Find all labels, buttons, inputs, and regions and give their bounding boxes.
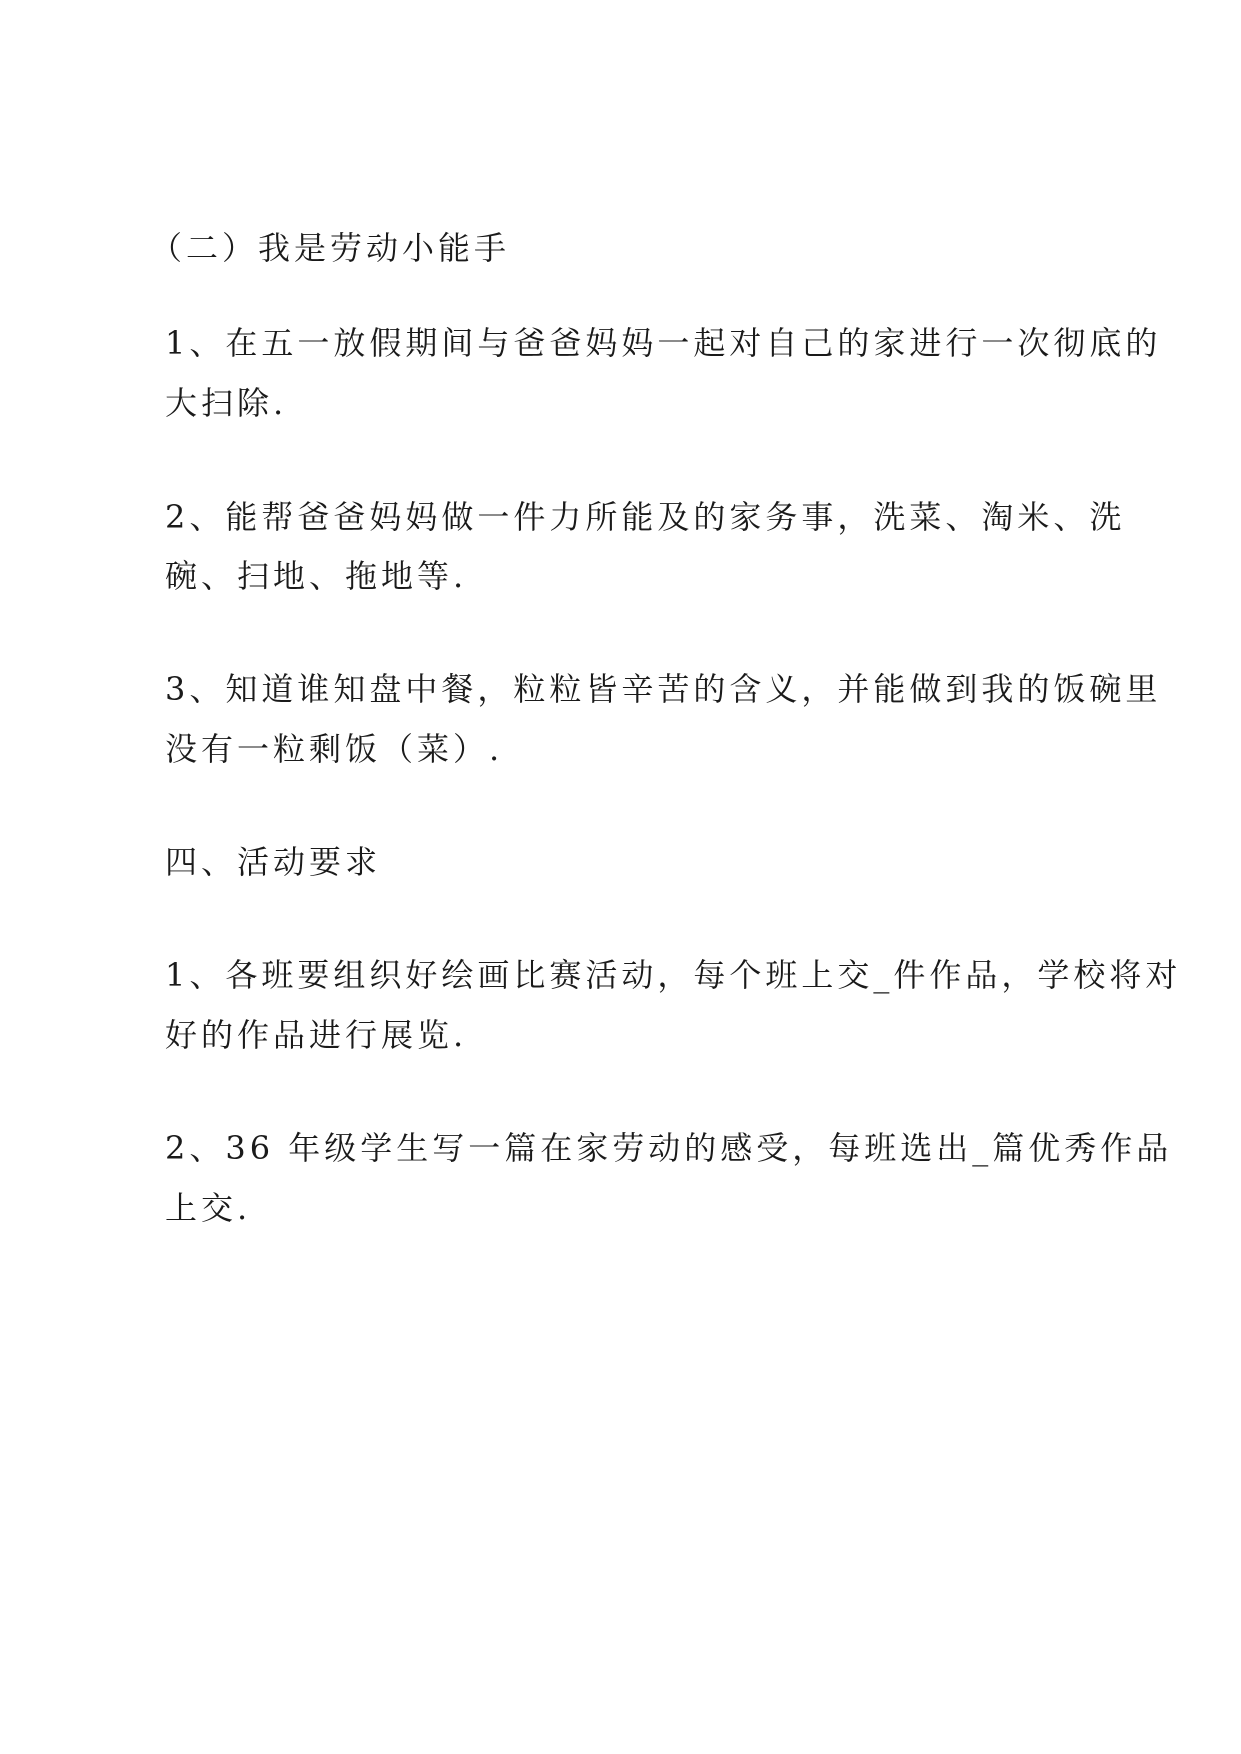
paragraph-item-2-line-1: 2、能帮爸爸妈妈做一件力所能及的家务事，洗菜、淘米、洗 [165,498,1126,536]
paragraph-item-3-line-1: 3、知道谁知盘中餐，粒粒皆辛苦的含义，并能做到我的饭碗里 [165,670,1162,708]
section-heading: 四、活动要求 [165,843,382,881]
requirement-2-line-2: 上交. [165,1189,252,1227]
paragraph-item-1-line-2: 大扫除. [165,384,288,422]
paragraph-item-1-line-1: 1、在五一放假期间与爸爸妈妈一起对自己的家进行一次彻底的 [165,324,1162,362]
requirement-2-line-1: 2、36 年级学生写一篇在家劳动的感受，每班选出_篇优秀作品 [165,1129,1173,1167]
paragraph-item-2-line-2: 碗、扫地、拖地等. [165,557,468,595]
requirement-1-line-2: 好的作品进行展览. [165,1016,468,1054]
paragraph-item-3-line-2: 没有一粒剩饭（菜）. [165,730,504,768]
requirement-1-line-1: 1、各班要组织好绘画比赛活动，每个班上交_件作品，学校将对 [165,956,1182,994]
subsection-heading: （二）我是劳动小能手 [150,229,511,267]
